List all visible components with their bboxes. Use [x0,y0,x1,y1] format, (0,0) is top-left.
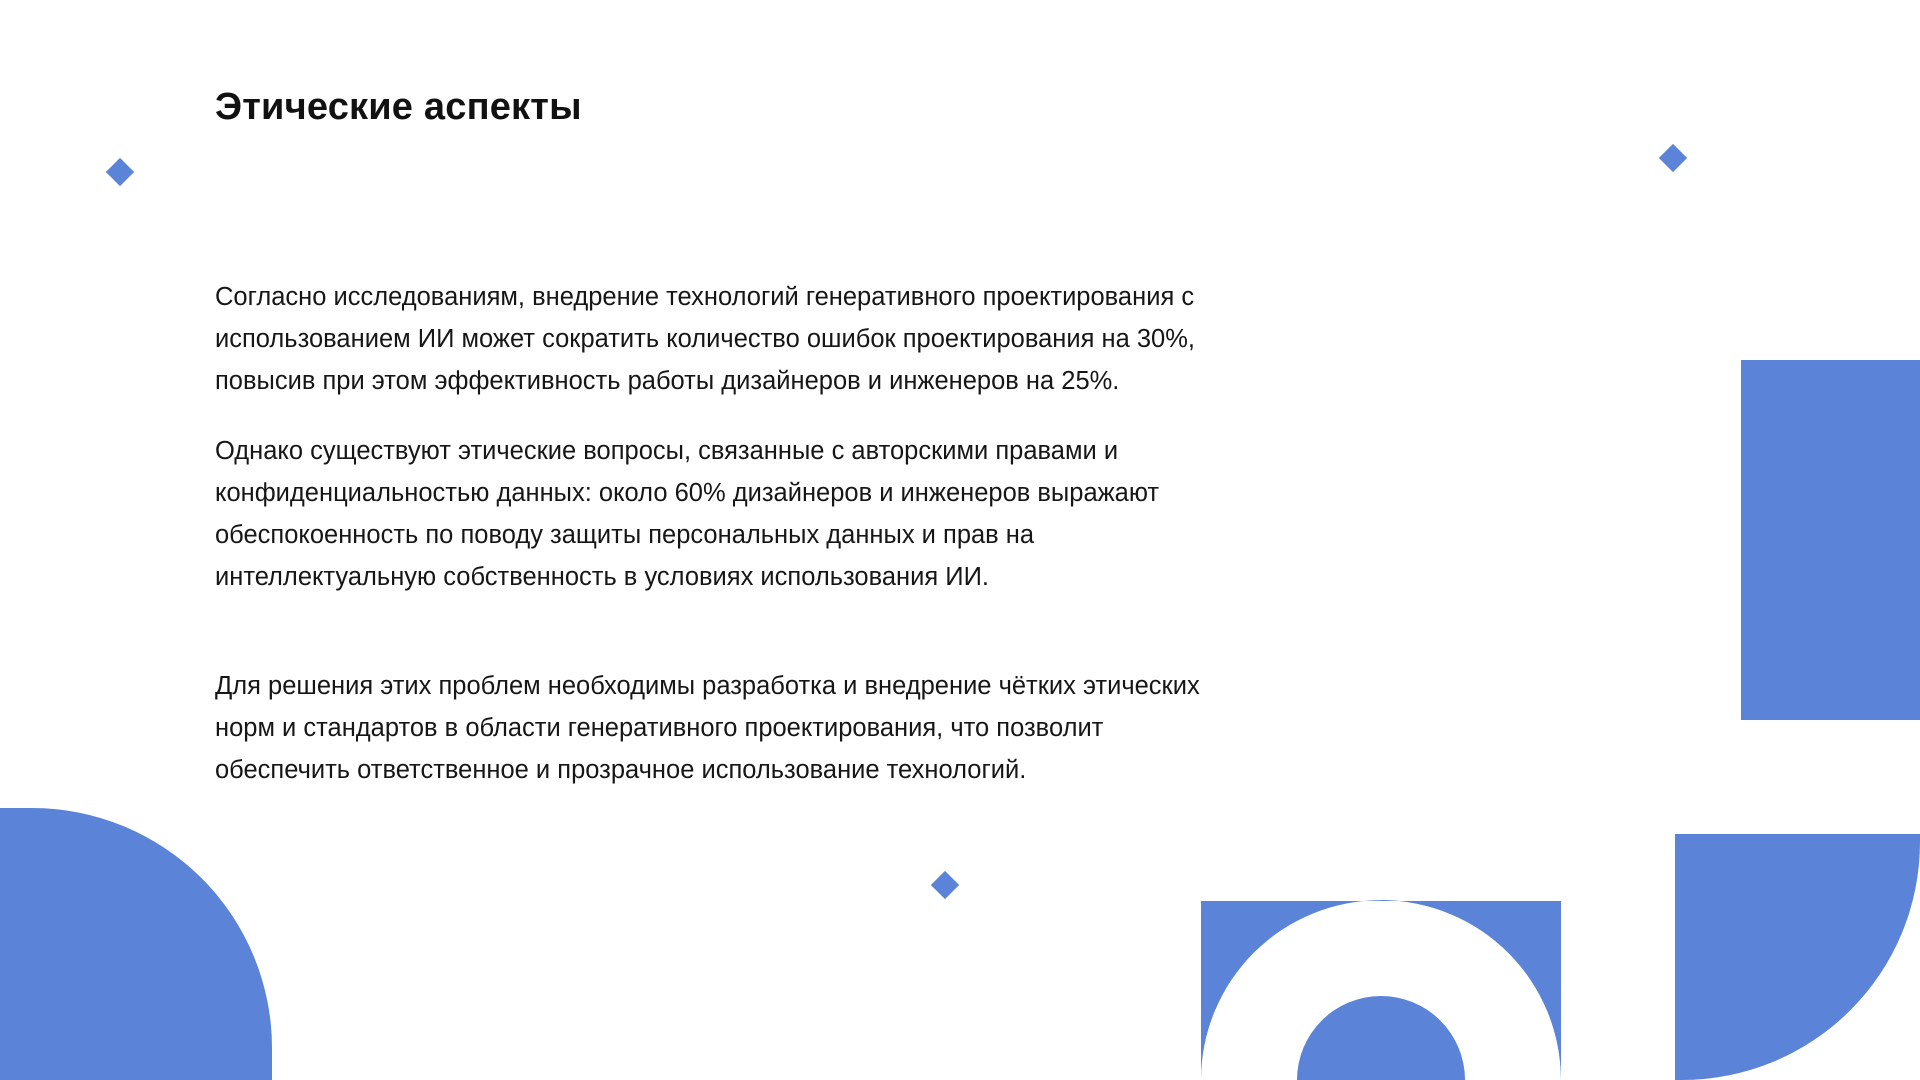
slide-body [215,276,1245,791]
slide-title: Этические аспекты [215,86,582,128]
paragraph-ethics: Однако существуют этические вопросы, связанные с авторскими правами и конфиденциальностью данных: около 60% дизайнеров и инженеров выражают обеспокоенность по поводу защиты персональных данных и прав на интеллектуальную собственность в условиях использования ИИ. [215,437,1160,591]
paragraph-solution: Для решения этих проблем необходимы разработка и внедрение чётких этических норм и стандартов в области генеративного проектирования, что позволит обеспечить ответственное и прозрачное использование технологий. [215,672,1200,784]
paragraph-research: Согласно исследованиям, внедрение технологий генеративного проектирования с использованием ИИ может сократить количество ошибок проектирования на 30%, повысив при этом эффективность работы дизайнеров и инженеров на 25%. [215,283,1195,395]
diamond-shape-left [106,158,134,186]
quarter-shape-bottom-right [1675,834,1920,1080]
right-rectangle-shape [1741,360,1920,720]
diamond-shape-right [1659,144,1687,172]
diamond-shape-bottom [931,871,959,899]
dome-shape [1297,996,1465,1080]
leaf-shape-bottom-left [0,808,272,1080]
